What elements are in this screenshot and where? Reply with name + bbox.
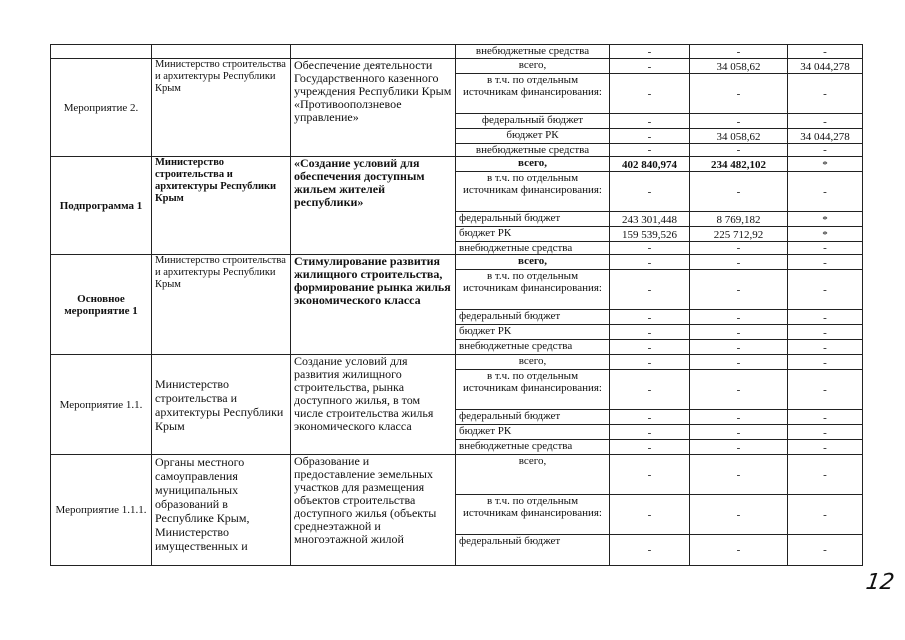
value-cell: - (610, 535, 690, 566)
value-cell: 234 482,102 (690, 157, 788, 172)
source-cell: федеральный бюджет (456, 212, 610, 227)
value-cell: - (690, 370, 788, 410)
executor-cell: Министерство строительства и архитектуры Республики Крым (152, 255, 291, 355)
value-cell: - (788, 172, 863, 212)
value-cell: - (788, 340, 863, 355)
value-cell: - (690, 340, 788, 355)
value-cell: - (610, 370, 690, 410)
executor-cell (152, 45, 291, 59)
value-cell: - (788, 440, 863, 455)
value-cell: - (788, 74, 863, 114)
source-cell: бюджет РК (456, 325, 610, 340)
page-number: 12 (864, 570, 896, 595)
value-cell: - (690, 325, 788, 340)
executor-cell: Министерство строительства и архитектуры Республики Крым (152, 157, 291, 255)
source-cell: всего, (456, 355, 610, 370)
source-cell: внебюджетные средства (456, 242, 610, 255)
measure-label: Мероприятие 1.1.1. (51, 455, 152, 566)
value-cell: - (610, 455, 690, 495)
value-cell: - (610, 114, 690, 129)
source-cell: внебюджетные средства (456, 340, 610, 355)
value-cell: - (610, 495, 690, 535)
source-cell: внебюджетные средства (456, 144, 610, 157)
name-cell (291, 45, 456, 59)
source-cell: федеральный бюджет (456, 114, 610, 129)
value-cell: * (788, 227, 863, 242)
value-cell: - (788, 270, 863, 310)
value-cell: - (788, 535, 863, 566)
value-cell: - (788, 114, 863, 129)
source-cell: в т.ч. по отдельным источникам финансирования: (456, 495, 610, 535)
value-cell: - (610, 242, 690, 255)
value-cell: - (690, 74, 788, 114)
value-cell: 225 712,92 (690, 227, 788, 242)
value-cell: - (690, 455, 788, 495)
value-cell: - (610, 172, 690, 212)
source-cell: федеральный бюджет (456, 310, 610, 325)
value-cell: - (690, 495, 788, 535)
value-cell: 34 044,278 (788, 129, 863, 144)
value-cell: - (690, 255, 788, 270)
name-cell: Образование и предоставление земельных участков для размещения объектов строительства доступного жилья (объекты среднеэтажной и многоэтажной жилой (291, 455, 456, 566)
name-cell: Обеспечение деятельности Государственного казенного учреждения Республики Крым «Противооползневое управление» (291, 59, 456, 157)
value-cell: - (788, 255, 863, 270)
measure-label: Мероприятие 1.1. (51, 355, 152, 455)
value-cell: - (610, 325, 690, 340)
value-cell: 8 769,182 (690, 212, 788, 227)
value-cell: - (610, 340, 690, 355)
value-cell: - (690, 242, 788, 255)
value-cell: 402 840,974 (610, 157, 690, 172)
source-cell: внебюджетные средства (456, 440, 610, 455)
source-cell: в т.ч. по отдельным источникам финансирования: (456, 270, 610, 310)
measure-label: Мероприятие 2. (51, 59, 152, 157)
value-cell: - (610, 45, 690, 59)
table-row (51, 45, 863, 59)
value-cell: - (610, 355, 690, 370)
value-cell: - (788, 410, 863, 425)
value-cell: - (788, 144, 863, 157)
name-cell: Создание условий для развития жилищного строительства, рынка доступного жилья, в том числе строительства жилья экономического класса (291, 355, 456, 455)
value-cell: - (610, 129, 690, 144)
value-cell: - (788, 370, 863, 410)
value-cell: - (610, 410, 690, 425)
value-cell: - (788, 455, 863, 495)
source-cell: федеральный бюджет (456, 410, 610, 425)
name-cell: «Создание условий для обеспечения доступным жильем жителей республики» (291, 157, 456, 255)
value-cell: - (690, 440, 788, 455)
source-cell: внебюджетные средства (456, 45, 610, 59)
value-cell: - (690, 535, 788, 566)
value-cell: 159 539,526 (610, 227, 690, 242)
executor-cell: Органы местного самоуправления муниципальных образований в Республике Крым, Министерство имущественных и (152, 455, 291, 566)
value-cell: - (690, 270, 788, 310)
value-cell: - (788, 45, 863, 59)
source-cell: всего, (456, 255, 610, 270)
value-cell: - (788, 242, 863, 255)
value-cell: - (690, 45, 788, 59)
name-cell: Стимулирование развития жилищного строительства, формирование рынка жилья экономического класса (291, 255, 456, 355)
value-cell: * (788, 212, 863, 227)
table-row (51, 255, 863, 270)
financing-table (50, 44, 863, 566)
value-cell: * (788, 157, 863, 172)
source-cell: всего, (456, 157, 610, 172)
value-cell: - (690, 310, 788, 325)
source-cell: всего, (456, 59, 610, 74)
value-cell: - (690, 172, 788, 212)
value-cell: - (690, 355, 788, 370)
value-cell: - (690, 144, 788, 157)
value-cell: - (610, 425, 690, 440)
value-cell: - (788, 355, 863, 370)
value-cell: - (610, 255, 690, 270)
table-row (51, 455, 863, 495)
value-cell: - (610, 74, 690, 114)
value-cell: 34 058,62 (690, 129, 788, 144)
value-cell: - (610, 440, 690, 455)
source-cell: бюджет РК (456, 129, 610, 144)
table-row (51, 157, 863, 172)
executor-cell: Министерство строительства и архитектуры Республики Крым (152, 59, 291, 157)
source-cell: федеральный бюджет (456, 535, 610, 566)
value-cell: 34 058,62 (690, 59, 788, 74)
value-cell: - (610, 59, 690, 74)
source-cell: бюджет РК (456, 425, 610, 440)
value-cell: - (788, 425, 863, 440)
value-cell: - (610, 270, 690, 310)
source-cell: в т.ч. по отдельным источникам финансирования: (456, 172, 610, 212)
value-cell: 34 044,278 (788, 59, 863, 74)
subprogram-label: Подпрограмма 1 (51, 157, 152, 255)
value-cell: - (788, 325, 863, 340)
table-row (51, 59, 863, 74)
value-cell: - (610, 310, 690, 325)
main-measure-label: Основное мероприятие 1 (51, 255, 152, 355)
value-cell: - (788, 310, 863, 325)
table-row (51, 355, 863, 370)
value-cell: 243 301,448 (610, 212, 690, 227)
label-cell (51, 45, 152, 59)
source-cell: в т.ч. по отдельным источникам финансирования: (456, 370, 610, 410)
value-cell: - (690, 425, 788, 440)
source-cell: в т.ч. по отдельным источникам финансирования: (456, 74, 610, 114)
executor-cell: Министерство строительства и архитектуры Республики Крым (152, 355, 291, 455)
value-cell: - (690, 114, 788, 129)
source-cell: всего, (456, 455, 610, 495)
value-cell: - (610, 144, 690, 157)
value-cell: - (788, 495, 863, 535)
source-cell: бюджет РК (456, 227, 610, 242)
value-cell: - (690, 410, 788, 425)
